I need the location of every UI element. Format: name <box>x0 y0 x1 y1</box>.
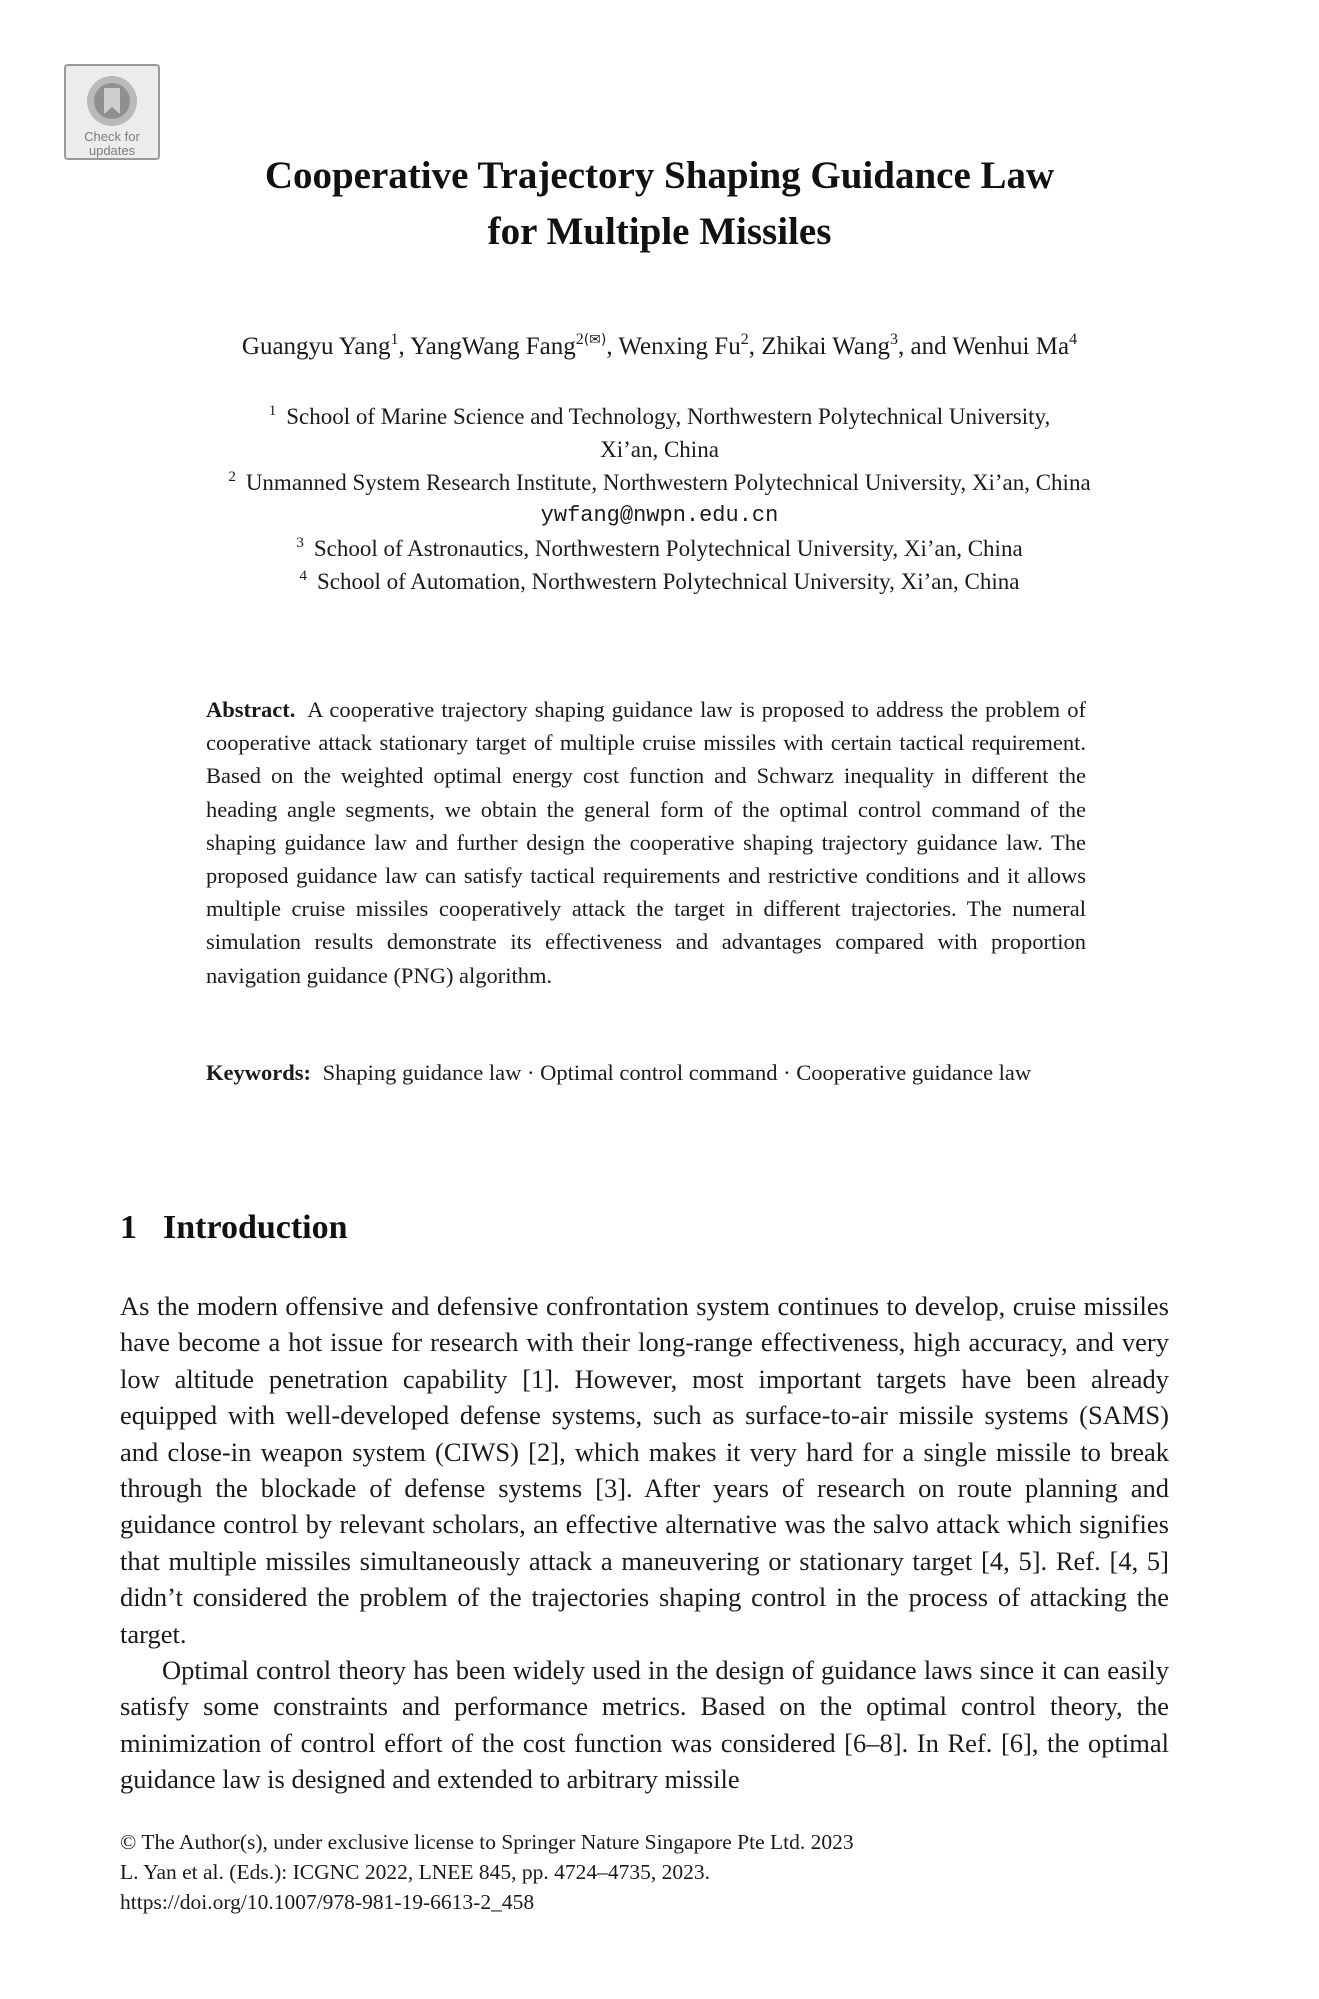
affiliation-4 <box>0 565 1319 598</box>
affiliation-1 <box>0 400 1319 433</box>
author-separator: , <box>606 333 619 360</box>
email-envelope-icon[interactable]: (✉) <box>583 332 607 348</box>
author-name: Wenxing Fu <box>618 333 741 360</box>
body-text <box>120 1288 1169 1798</box>
affiliation-text: School of Astronautics, Northwestern Polytechnical University, Xi’an, China <box>313 536 1023 561</box>
badge-label-line1: Check for <box>84 129 140 144</box>
paragraph: Optimal control theory has been widely used in the design of guidance laws since it can easily satisfy some constraints and performance metrics. Based on the optimal control theory, the minimization of control effort of the cost function was considered [6–8]. In Ref. [6], the optimal guidance law is designed and extended to arbitrary missile <box>120 1655 1169 1795</box>
citation-line: L. Yan et al. (Eds.): ICGNC 2022, LNEE 845, pp. 4724–4735, 2023. <box>120 1860 711 1884</box>
title-line-2: for Multiple Missiles <box>487 210 832 253</box>
author-separator: , <box>398 333 411 360</box>
author-separator: , <box>748 333 762 360</box>
affiliation-text: Unmanned System Research Institute, Northwestern Polytechnical University, Xi’an, China <box>245 470 1091 495</box>
affiliation-number: 3 <box>296 535 304 551</box>
author-affiliation-mark: 4 <box>1069 331 1078 348</box>
paragraph: As the modern offensive and defensive confrontation system continues to develop, cruise missiles have become a hot issue for research with their long-range effectiveness, high accuracy, and very low altitude penetration capability [1]. However, most important targets have been already equipped with well-developed defense systems, such as surface-to-air missile systems (SAMS) and close-in weapon system (CIWS) [2], which makes it very hard for a single missile to break through the blockade of defense systems [3]. After years of research on route planning and guidance control by relevant scholars, an effective alternative was the salvo attack which signifies that multiple missiles simultaneously attack a maneuvering or stationary target [4, 5]. Ref. [4, 5] didn’t considered the problem of the trajectories shaping control in the process of attacking the target. <box>120 1291 1169 1649</box>
keywords-text: Shaping guidance law · Optimal control command · Cooperative guidance law <box>322 1060 1032 1085</box>
author-separator: , <box>897 333 911 360</box>
abstract-label: Abstract. <box>206 697 296 722</box>
affiliation-number: 2 <box>228 469 236 485</box>
affiliation-2 <box>0 466 1319 499</box>
keywords-label: Keywords: <box>206 1060 311 1085</box>
affiliation-number: 4 <box>299 568 308 584</box>
title-line-1: Cooperative Trajectory Shaping Guidance Law <box>264 154 1055 197</box>
author-affiliation-mark: 3 <box>889 331 898 348</box>
author-name: Zhikai Wang <box>761 333 890 360</box>
copyright-notice: © The Author(s), under exclusive license to Springer Nature Singapore Pte Ltd. 2023 <box>120 1830 854 1854</box>
section-heading <box>120 1206 348 1250</box>
badge-label-line2: updates <box>88 143 136 158</box>
section-number: 1 <box>120 1209 137 1246</box>
author-name: and Wenhui Ma <box>910 333 1070 360</box>
doi-link[interactable]: https://doi.org/10.1007/978-981-19-6613-2_458 <box>120 1890 535 1914</box>
abstract <box>206 693 1086 992</box>
check-for-updates-badge[interactable] <box>64 64 160 160</box>
affiliation-list <box>0 400 1319 598</box>
corresponding-email-link[interactable]: ywfang@nwpn.edu.cn <box>540 503 779 528</box>
author-name: Guangyu Yang <box>241 333 391 360</box>
author-affiliation-mark <box>576 331 607 348</box>
author-affiliation-number: 2 <box>575 331 584 348</box>
affiliation-3 <box>0 532 1319 565</box>
author-name: YangWang Fang <box>410 333 576 360</box>
section-title: Introduction <box>163 1209 348 1246</box>
affiliation-text: School of Automation, Northwestern Polytechnical University, Xi’an, China <box>317 569 1020 594</box>
footer <box>120 1827 1169 1917</box>
check-for-updates-bookmark-icon <box>85 74 139 128</box>
keywords <box>206 1056 1086 1089</box>
paper-title <box>0 148 1319 260</box>
author-list <box>0 330 1319 364</box>
author-affiliation-mark: 1 <box>390 331 399 348</box>
affiliation-text: School of Marine Science and Technology, Northwestern Polytechnical University, <box>286 404 1051 429</box>
author-affiliation-mark: 2 <box>740 331 749 348</box>
affiliation-number: 1 <box>268 403 277 419</box>
affiliation-1-continued: Xi’an, China <box>600 437 719 462</box>
abstract-text: A cooperative trajectory shaping guidance law is proposed to address the problem of cooperative attack stationary target of multiple cruise missiles with certain tactical requirement. Based on the weighted optimal energy cost function and Schwarz inequality in different the heading angle segments, we obtain the general form of the optimal control command of the shaping guidance law and further design the cooperative shaping trajectory guidance law. The proposed guidance law can satisfy tactical requirements and restrictive conditions and it allows multiple cruise missiles cooperatively attack the target in different trajectories. The numeral simulation results demonstrate its effectiveness and advantages compared with proportion navigation guidance (PNG) algorithm. <box>206 697 1086 988</box>
